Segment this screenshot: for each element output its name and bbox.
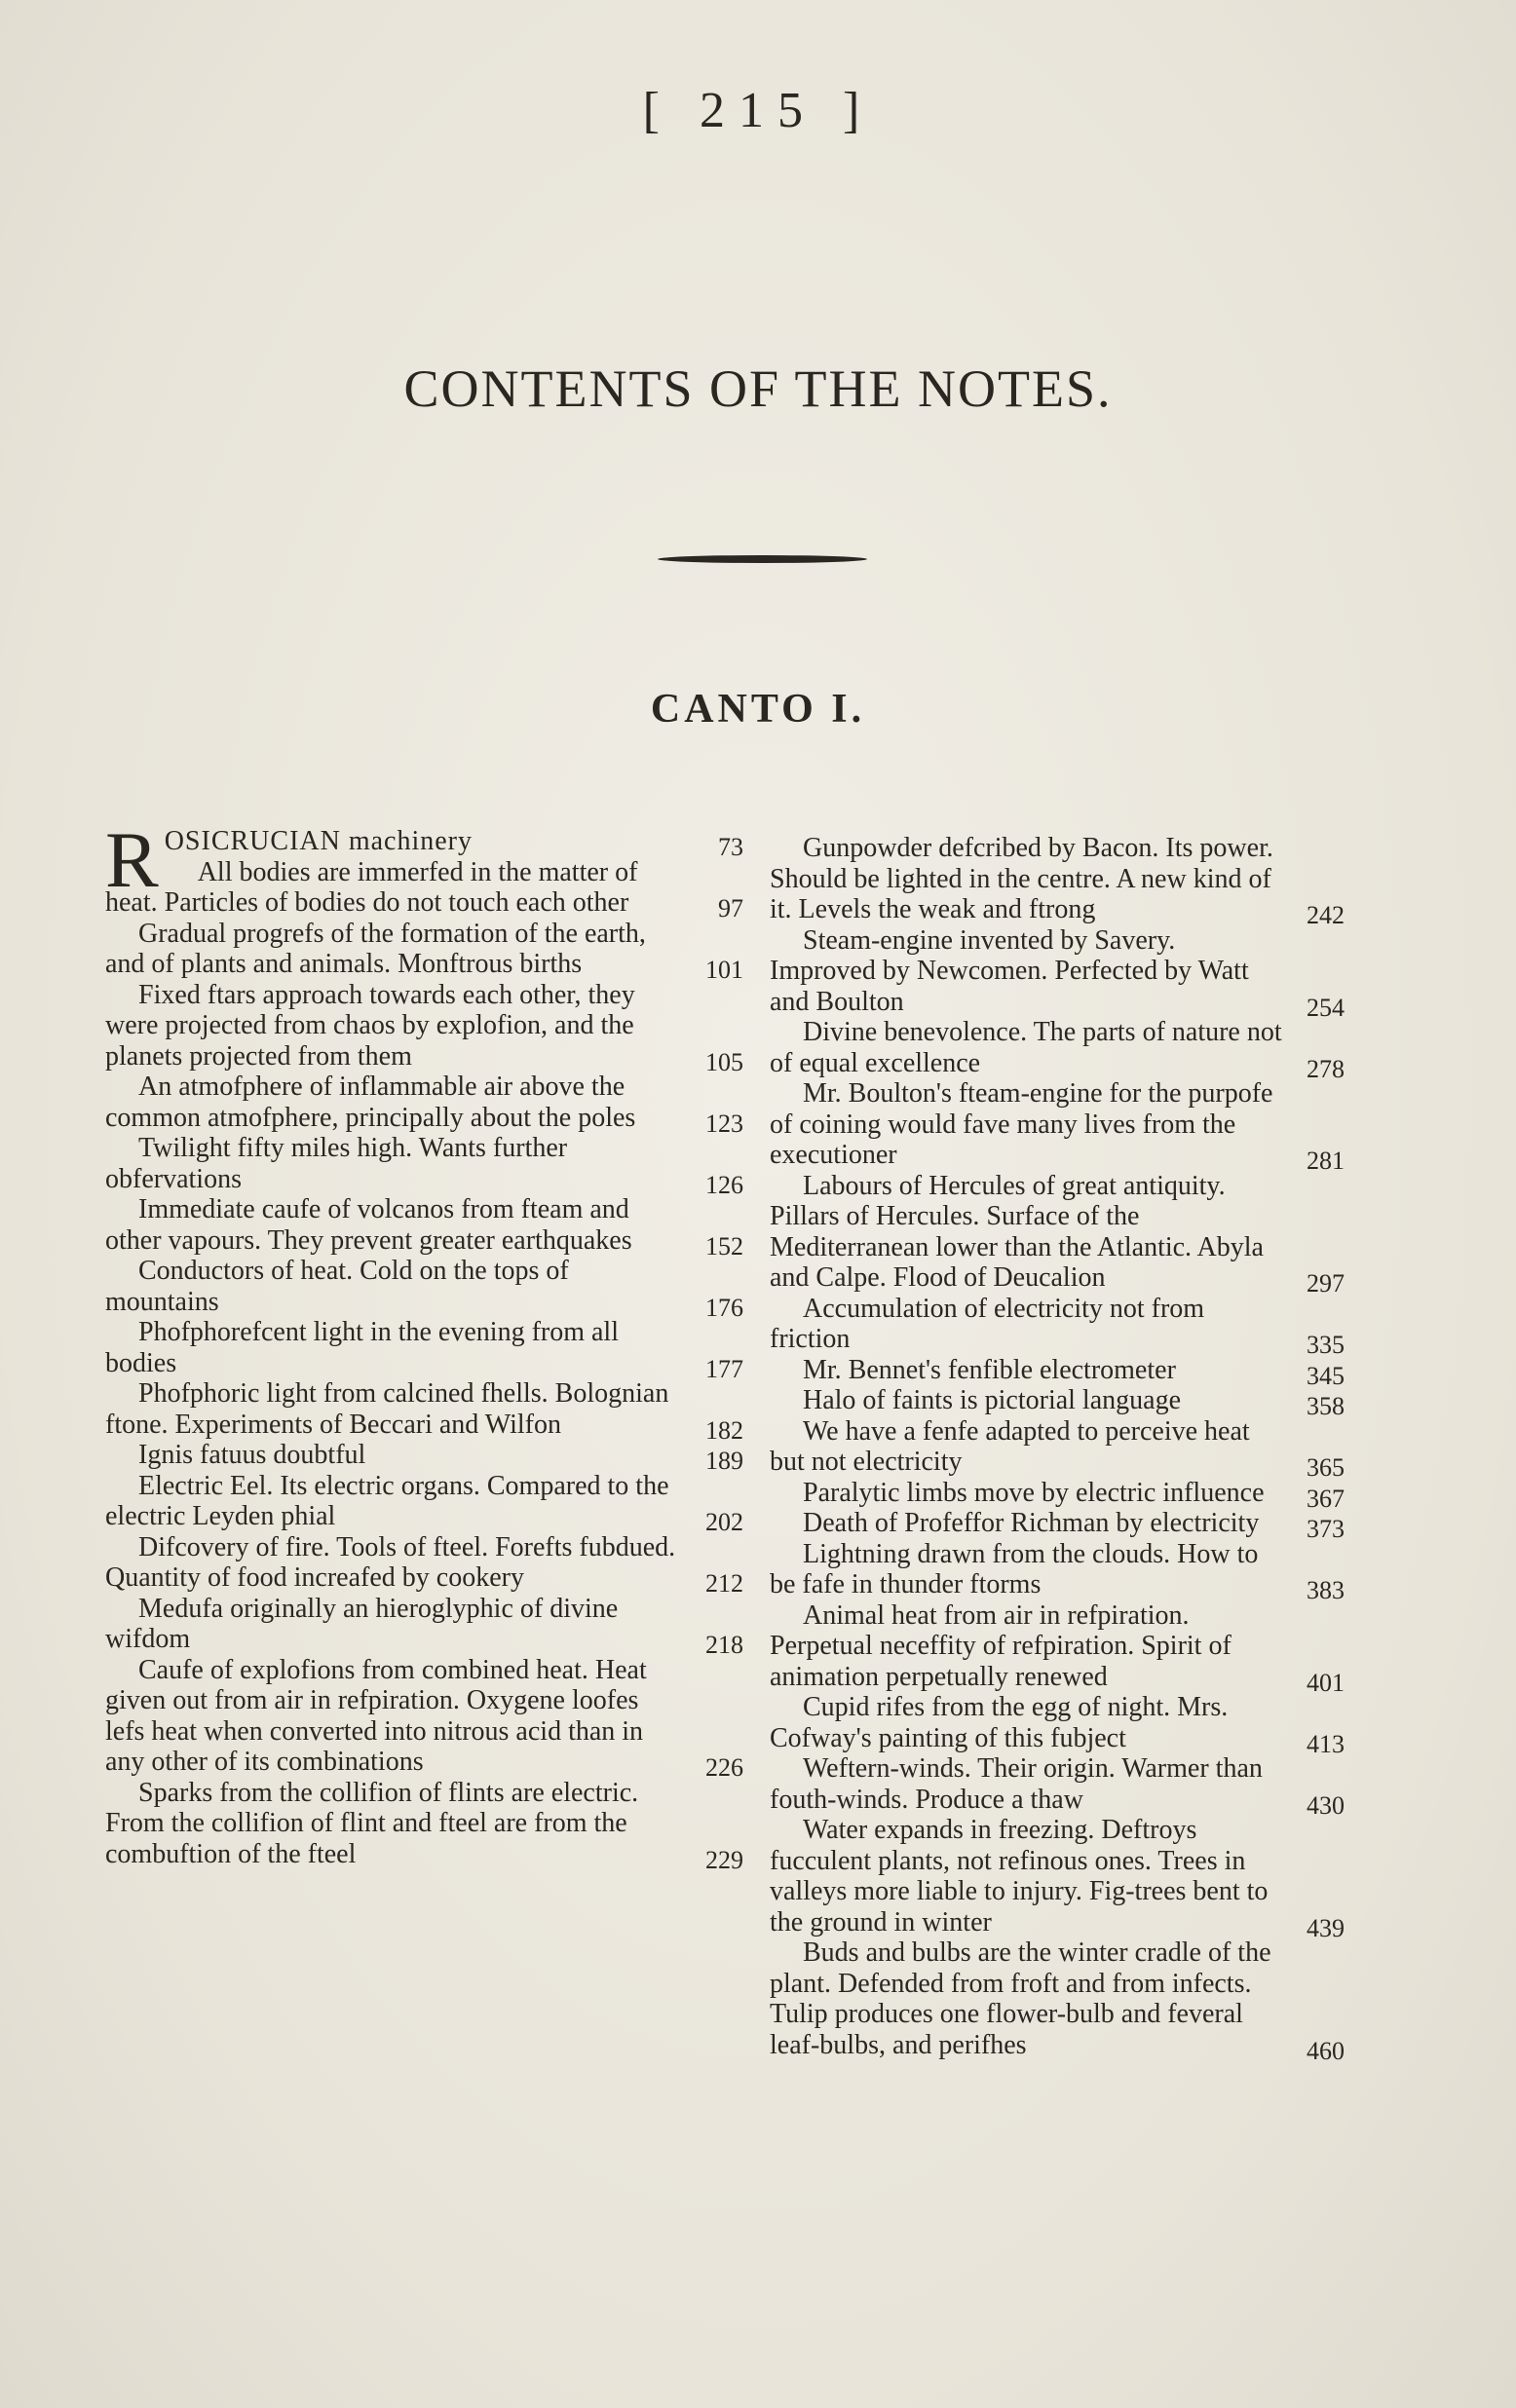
entry-text: Difcovery of fire. Tools of fteel. Forefts fubdued. Quantity of food increafed by cookery [105,1531,676,1593]
entry-text: Medufa originally an hieroglyphic of divine wifdom [105,1593,619,1654]
entry-page-number: 383 [1307,1576,1345,1604]
entry-text: Divine benevolence. The parts of nature not of equal excellence [770,1017,1282,1078]
entry-page-number: 73 [718,833,743,861]
contents-entry [770,1170,1345,1298]
contents-entry [105,1470,743,1536]
entry-text: Immediate caufe of volcanos from fteam and other vapours. They prevent greater earthquakes [105,1194,632,1256]
entry-text: OSICRUCIAN machinery [164,826,473,856]
contents-entry [770,1538,1345,1604]
contents-entry [770,1354,1345,1390]
entry-text: Conductors of heat. Cold on the tops of mountains [105,1256,569,1317]
entry-text: Mr. Bennet's fenfible electrometer [803,1354,1176,1385]
entry-page-number: 430 [1307,1790,1345,1820]
entry-page-number: 212 [705,1569,743,1598]
entry-page-number: 254 [1307,993,1345,1022]
contents-entry [770,1415,1345,1482]
entry-text: Labours of Hercules of great antiquity. Pillars of Hercules. Surface of the Mediterranean lower than the Atlantic. Abyla and Calpe. Flood of Deucalion [770,1170,1264,1293]
entry-text: Accumulation of electricity not from friction [770,1293,1205,1354]
contents-entry [770,1508,1345,1543]
page-title: CONTENTS OF THE NOTES. [403,359,1113,418]
contents-entry [770,1692,1345,1758]
section-heading: CANTO I. [650,687,866,732]
contents-entry [105,918,743,984]
contents-entry [105,1378,743,1445]
entry-page-number: 101 [705,956,743,984]
entry-page-number: 439 [1307,1913,1345,1942]
contents-entry [105,1194,743,1260]
entry-text: Lightning drawn from the clouds. How to be fafe in thunder ftorms [770,1538,1259,1599]
contents-entry [105,1777,743,1874]
contents-column-right [770,833,1345,2065]
entry-page-number: 365 [1307,1453,1345,1482]
entry-text: Phofphoric light from calcined fhells. Bolognian ftone. Experiments of Beccari and Wilfon [105,1378,669,1440]
entry-page-number: 182 [705,1415,743,1445]
entry-text: We have a fenfe adapted to perceive heat but not electricity [770,1415,1250,1477]
contents-entry [105,1256,743,1322]
entry-page-number: 373 [1307,1515,1345,1543]
entry-page-number: 460 [1307,2036,1345,2065]
entry-text: All bodies are immerfed in the matter of heat. Particles of bodies do not touch each other [105,856,638,918]
contents-entry [770,1477,1345,1513]
entry-text: Halo of faints is pictorial language [803,1385,1181,1415]
entry-page-number: 177 [705,1354,743,1383]
entry-page-number: 105 [705,1047,743,1076]
title-rule-divider [658,555,867,563]
entry-page-number: 345 [1307,1361,1345,1390]
contents-entry [770,1815,1345,1942]
entry-text: Twilight fifty miles high. Wants further obfervations [105,1133,568,1194]
drop-cap: R [105,815,159,904]
entry-page-number: 176 [705,1293,743,1322]
entry-text: Gradual progrefs of the formation of the earth, and of plants and animals. Monftrous births [105,918,646,979]
entry-text: Water expands in freezing. Deftroys fucculent plants, not refinous ones. Trees in valleys more liable to injury. Fig-trees bent to the ground in winter [770,1815,1269,1938]
entry-text: An atmofphere of inflammable air above the common atmofphere, principally about the poles [105,1072,636,1133]
contents-list-left [105,856,743,1874]
entry-page-number: 97 [718,894,743,922]
entry-page-number: 281 [1307,1147,1345,1175]
entry-text: Electric Eel. Its electric organs. Compared to the electric Leyden phial [105,1470,669,1531]
entry-page-number: 152 [705,1231,743,1260]
contents-column-left [105,815,743,1874]
contents-entry [105,1593,743,1659]
contents-list-right [770,833,1345,2065]
entry-page-number: 413 [1307,1729,1345,1758]
entry-page-number: 297 [1307,1269,1345,1298]
contents-entry [105,979,743,1076]
entry-page-number: 367 [1307,1484,1345,1513]
contents-entry [770,1599,1345,1697]
contents-entry [770,1017,1345,1083]
entry-page-number: 229 [705,1845,743,1874]
contents-entry [105,856,743,922]
contents-entry [105,1072,743,1138]
contents-entry [770,1078,1345,1175]
entry-text: Buds and bulbs are the winter cradle of the plant. Defended from froft and from infects. Tulip produces one flower-bulb and feveral leaf-bulbs, and perifhes [770,1938,1271,2060]
entry-page-number: 335 [1307,1331,1345,1359]
contents-entry [770,1753,1345,1820]
entry-page-number: 242 [1307,901,1345,929]
entry-text: Animal heat from air in refpiration. Perpetual neceffity of refpiration. Spirit of animation perpetually renewed [770,1599,1232,1692]
entry-page-number: 226 [705,1753,743,1782]
entry-text: Sparks from the collifion of flints are electric. From the collifion of flint and fteel are from the combuftion of the fteel [105,1777,639,1869]
entry-text: Gunpowder defcribed by Bacon. Its power. Should be lighted in the centre. A new kind of it. Levels the weak and ftrong [770,833,1273,924]
entry-page-number: 123 [705,1109,743,1138]
entry-page-number: 401 [1307,1668,1345,1697]
entry-page-number: 218 [705,1631,743,1659]
entry-page-number: 278 [1307,1054,1345,1083]
entry-page-number: 189 [705,1447,743,1475]
entry-page-number: 202 [705,1508,743,1536]
entry-text: Cupid rifes from the egg of night. Mrs. Cofway's painting of this fubject [770,1692,1229,1753]
contents-entry [105,1654,743,1782]
contents-entry [770,924,1345,1022]
entry-text: Phofphorefcent light in the evening from all bodies [105,1317,619,1378]
contents-entry [105,1531,743,1598]
contents-entry [105,1133,743,1199]
entry-text: Death of Profeffor Richman by electricity [803,1508,1260,1538]
entry-text: Ignis fatuus doubtful [138,1440,366,1470]
entry-text: Fixed ftars approach towards each other, they were projected from chaos by explofion, and the planets projected from them [105,979,635,1072]
contents-entry [770,1385,1345,1420]
entry-text: Mr. Boulton's fteam-engine for the purpofe of coining would fave many lives from the executioner [770,1078,1273,1170]
contents-entry [770,1293,1345,1359]
contents-entry [105,1317,743,1383]
page-number: [ 215 ] [642,83,874,138]
entry-text: Weftern-winds. Their origin. Warmer than fouth-winds. Produce a thaw [770,1753,1263,1815]
entry-page-number: 126 [705,1170,743,1199]
contents-entry [770,833,1345,929]
contents-entry [105,1440,743,1475]
entry-text: Paralytic limbs move by electric influence [803,1477,1265,1508]
entry-text: Caufe of explofions from combined heat. Heat given out from air in refpiration. Oxygene loofes lefs heat when converted into nitrous acid than in any other of its combinations [105,1654,647,1777]
entry-page-number: 358 [1307,1392,1345,1420]
entry-text: Steam-engine invented by Savery. Improved by Newcomen. Perfected by Watt and Boulton [770,924,1249,1017]
contents-entry [770,1938,1345,2065]
